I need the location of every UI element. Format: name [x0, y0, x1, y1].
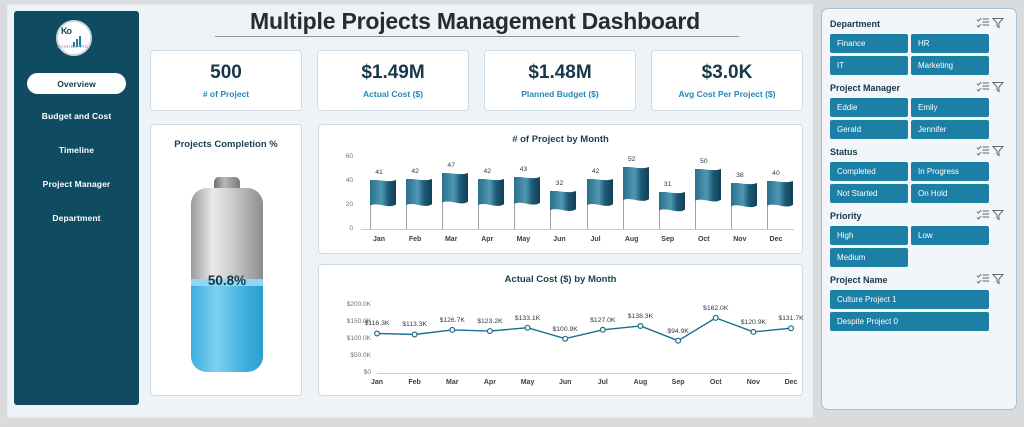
- kpi-value: $1.49M: [361, 62, 425, 83]
- x-axis-category-label: Jul: [590, 236, 601, 243]
- x-axis-category-label: Nov: [733, 236, 747, 243]
- filter-group-department: [830, 15, 1008, 75]
- y-axis-tick: 20: [345, 201, 353, 208]
- sidebar: [14, 11, 139, 405]
- bar-flag: [370, 180, 396, 209]
- filter-option-label: On Hold: [918, 189, 948, 198]
- x-axis-category-label: Aug: [633, 379, 648, 386]
- line-value-label: $126.7K: [439, 316, 465, 324]
- filter-option-label: Low: [918, 231, 933, 240]
- bar-value-label: 31: [663, 180, 672, 188]
- filter-group-header: [830, 143, 1008, 160]
- filter-option-high[interactable]: [830, 226, 908, 245]
- filter-group-header: [830, 271, 1008, 288]
- bar-flag: [406, 179, 432, 208]
- bar-flag: [514, 177, 540, 207]
- filter-funnel-icon[interactable]: [992, 273, 1008, 286]
- x-axis-category-label: Jun: [553, 236, 566, 243]
- bar-chart-plot: [319, 125, 802, 253]
- actual-cost-by-month-chart: [318, 264, 803, 396]
- kpi-card-actual-cost: [317, 50, 469, 111]
- filter-option-label: High: [837, 231, 854, 240]
- sidebar-nav: [14, 73, 139, 240]
- bar-flag: [659, 192, 685, 214]
- sidebar-item-label: Timeline: [58, 145, 95, 155]
- bar-value-label: 41: [375, 168, 383, 176]
- filter-panel: [821, 8, 1017, 410]
- bar-value-label: 42: [483, 167, 492, 175]
- sidebar-item-project-manager[interactable]: [14, 172, 139, 196]
- bar-flag: [731, 183, 757, 209]
- y-axis-tick: $150.0K: [346, 318, 371, 325]
- bar-value-label: 32: [555, 179, 564, 187]
- battery-gauge-icon: [191, 177, 263, 372]
- filter-options: [830, 162, 1008, 203]
- filter-option-eddie[interactable]: [830, 98, 908, 117]
- logo-mark: Ko: [61, 26, 71, 36]
- line-value-label: $116.3K: [364, 320, 390, 328]
- filter-option-finance[interactable]: [830, 34, 908, 53]
- projects-completion-card: [150, 124, 302, 396]
- title-divider: [215, 36, 739, 37]
- filter-group-title: Project Name: [830, 274, 888, 285]
- gauge-value: 50.8%: [207, 273, 247, 288]
- line-value-label: $94.9K: [667, 327, 689, 335]
- filter-option-label: Completed: [837, 167, 876, 176]
- sidebar-item-timeline[interactable]: [14, 138, 139, 162]
- filter-option-label: HR: [918, 39, 930, 48]
- filter-funnel-icon[interactable]: [992, 145, 1008, 158]
- filter-option-despite-project-0[interactable]: [830, 312, 989, 331]
- chart-title: Actual Cost ($) by Month: [504, 274, 617, 285]
- filter-group-header: [830, 15, 1008, 32]
- x-axis-line: [361, 229, 794, 230]
- bar-flag: [695, 169, 721, 204]
- kpi-value: $3.0K: [701, 62, 753, 83]
- projects-by-month-chart: [318, 124, 803, 254]
- x-axis-category-label: Feb: [408, 236, 422, 243]
- filter-option-low[interactable]: [911, 226, 989, 245]
- gauge-title: Projects Completion %: [174, 139, 278, 150]
- kpi-label: Avg Cost Per Project ($): [678, 89, 776, 99]
- x-axis-category-label: Jun: [558, 379, 572, 386]
- kpi-value: $1.48M: [528, 62, 592, 83]
- line-value-label: $113.3K: [402, 321, 428, 329]
- filter-option-label: Despite Project 0: [837, 317, 898, 326]
- bar-value-label: 42: [591, 167, 600, 175]
- filter-group-title: Project Manager: [830, 82, 901, 93]
- y-axis-tick: $0: [363, 369, 371, 376]
- filter-option-label: Culture Project 1: [837, 295, 897, 304]
- bar-value-label: 43: [519, 166, 528, 174]
- multi-select-icon[interactable]: [976, 81, 992, 94]
- kpi-card-avg-cost-per-project: [651, 50, 803, 111]
- bar-flag: [587, 179, 613, 208]
- line-value-label: $131.7K: [778, 315, 804, 323]
- filter-option-label: Medium: [837, 253, 866, 262]
- x-axis-category-label: Jan: [370, 379, 384, 386]
- bar-value-label: 42: [411, 167, 419, 175]
- filter-option-label: Finance: [837, 39, 866, 48]
- filter-option-jennifer[interactable]: [911, 120, 989, 139]
- x-axis-category-label: Dec: [769, 236, 783, 243]
- filter-option-marketing[interactable]: [911, 56, 989, 75]
- sidebar-item-overview[interactable]: [27, 73, 126, 94]
- filter-group-title: Department: [830, 18, 881, 29]
- x-axis-category-label: Apr: [483, 379, 496, 386]
- bar-value-label: 38: [736, 172, 744, 180]
- filter-group-header: [830, 207, 1008, 224]
- battery-fill: [191, 279, 263, 372]
- line-value-label: $138.3K: [627, 312, 654, 320]
- filter-option-hr[interactable]: [911, 34, 989, 53]
- kpi-value: 500: [210, 62, 242, 83]
- y-axis-tick: $100.0K: [346, 335, 371, 342]
- filter-option-medium[interactable]: [830, 248, 908, 267]
- chart-title: # of Project by Month: [512, 134, 609, 145]
- x-axis-category-label: Sep: [671, 379, 685, 386]
- filter-funnel-icon[interactable]: [992, 81, 1008, 94]
- line-value-label: $162.0K: [703, 304, 729, 312]
- x-axis-category-label: Mar: [444, 236, 458, 243]
- filter-funnel-icon[interactable]: [992, 209, 1008, 222]
- x-axis-category-label: Apr: [481, 236, 494, 243]
- filter-option-label: Not Started: [837, 189, 878, 198]
- sidebar-item-budget-and-cost[interactable]: [14, 104, 139, 128]
- filter-group-header: [830, 79, 1008, 96]
- line-value-label: $123.2K: [477, 318, 503, 326]
- filter-group-title: Status: [830, 146, 858, 157]
- filter-option-label: Eddie: [837, 103, 858, 112]
- filter-option-label: In Progress: [918, 167, 959, 176]
- bar-value-label: 40: [772, 170, 780, 177]
- x-axis-category-label: May: [516, 236, 531, 243]
- bar-value-label: 47: [447, 161, 455, 169]
- y-axis-tick: 0: [349, 225, 353, 232]
- line-value-label: $133.1K: [514, 314, 541, 322]
- bar-flag: [767, 181, 793, 209]
- kpi-label: # of Project: [202, 89, 250, 99]
- filter-group-project-manager: [830, 79, 1008, 139]
- filter-option-label: Gerald: [837, 125, 862, 134]
- kpi-label: Planned Budget ($): [521, 89, 599, 99]
- y-axis-tick: $200.0K: [346, 301, 371, 308]
- filter-group-project-name: [830, 271, 1008, 331]
- bar-flag: [442, 173, 468, 206]
- line-chart-plot: [319, 265, 802, 395]
- filter-option-culture-project-1[interactable]: [830, 290, 989, 309]
- sidebar-item-label: Department: [52, 213, 101, 223]
- logo: [48, 19, 106, 57]
- x-axis-category-label: Nov: [746, 379, 760, 386]
- filter-option-completed[interactable]: [830, 162, 908, 181]
- filter-options: [830, 98, 1008, 139]
- filter-group-status: [830, 143, 1008, 203]
- multi-select-icon[interactable]: [976, 273, 992, 286]
- bar-flag: [478, 179, 504, 208]
- y-axis-tick: 40: [345, 177, 353, 184]
- x-axis-category-label: Aug: [624, 236, 639, 243]
- bar-value-label: 52: [627, 155, 636, 163]
- filter-option-on-hold[interactable]: [911, 184, 989, 203]
- x-axis-category-label: Jan: [373, 236, 386, 243]
- x-axis-category-label: May: [520, 379, 535, 386]
- bar-flag: [550, 191, 576, 213]
- sidebar-item-label: Project Manager: [42, 179, 111, 189]
- bar-flag: [623, 167, 649, 203]
- filter-option-label: IT: [837, 61, 845, 70]
- multi-select-icon[interactable]: [976, 17, 992, 30]
- x-axis-category-label: Mar: [446, 379, 459, 386]
- logo-caption: DASHBOARD: [57, 44, 89, 49]
- sidebar-item-label: Budget and Cost: [41, 111, 112, 121]
- multi-select-icon[interactable]: [976, 145, 992, 158]
- x-axis-category-label: Feb: [408, 379, 421, 386]
- filter-option-not-started[interactable]: [830, 184, 908, 203]
- filter-group-title: Priority: [830, 210, 862, 221]
- filter-options: [830, 290, 1008, 331]
- x-axis-category-label: Oct: [709, 379, 722, 386]
- filter-group-priority: [830, 207, 1008, 267]
- filter-option-label: Marketing: [918, 61, 954, 70]
- filter-funnel-icon[interactable]: [992, 17, 1008, 30]
- filter-option-in-progress[interactable]: [911, 162, 989, 181]
- line-value-label: $127.0K: [590, 316, 616, 324]
- kpi-card-planned-budget: [484, 50, 636, 111]
- multi-select-icon[interactable]: [976, 209, 992, 222]
- line-value-label: $100.9K: [552, 325, 578, 333]
- y-axis-tick: $50.0K: [350, 352, 371, 359]
- filter-option-it[interactable]: [830, 56, 908, 75]
- filter-option-gerald[interactable]: [830, 120, 908, 139]
- x-axis-category-label: Sep: [661, 236, 675, 243]
- sidebar-item-label: Overview: [57, 78, 96, 89]
- kpi-card-project-count: [150, 50, 302, 111]
- filter-option-label: Jennifer: [918, 125, 947, 134]
- x-axis-category-label: Jul: [597, 379, 608, 386]
- x-axis-category-label: Oct: [697, 236, 710, 243]
- filter-option-label: Emily: [918, 103, 938, 112]
- bar-value-label: 50: [700, 158, 708, 165]
- y-axis-tick: 60: [345, 153, 353, 160]
- sidebar-item-department[interactable]: [14, 206, 139, 230]
- filter-option-emily[interactable]: [911, 98, 989, 117]
- x-axis-category-label: Dec: [784, 379, 798, 386]
- page-title: Multiple Projects Management Dashboard: [250, 8, 700, 34]
- line-value-label: $120.9K: [740, 318, 767, 326]
- kpi-label: Actual Cost ($): [363, 89, 423, 99]
- filter-options: [830, 226, 1008, 267]
- filter-options: [830, 34, 1008, 75]
